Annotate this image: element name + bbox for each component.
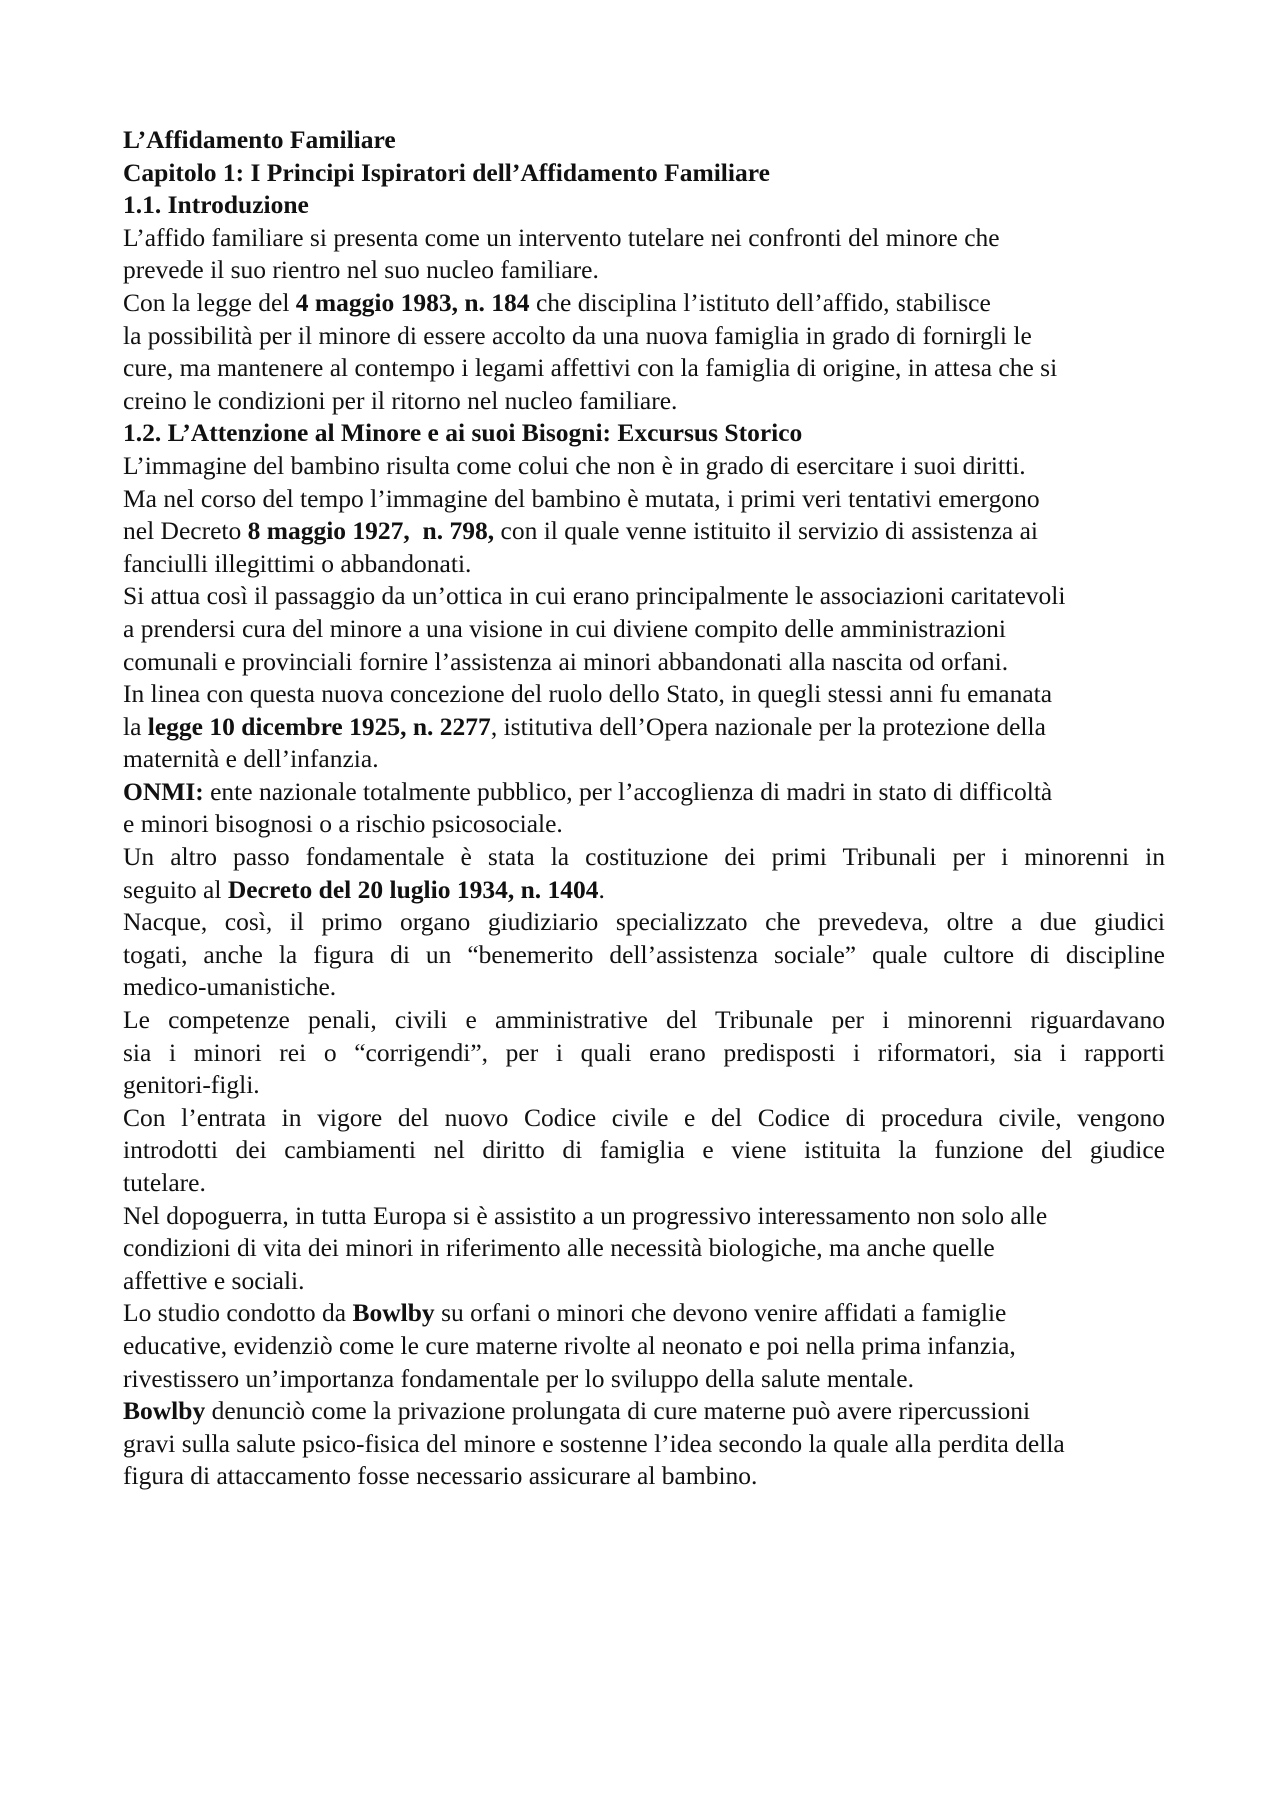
text-line	[123, 711, 1165, 744]
text-line: gravi sulla salute psico-fisica del minore e sostenne l’idea secondo la quale alla perdita della	[123, 1428, 1065, 1458]
text-line: creino le condizioni per il ritorno nel nucleo familiare.	[123, 385, 678, 415]
text-line: L’affido familiare si presenta come un intervento tutelare nei confronti del minore che	[123, 222, 1000, 252]
text-run: ente nazionale totalmente pubblico, per l’accoglienza di madri in stato di difficoltà	[203, 776, 1053, 806]
text-line: maternità e dell’infanzia.	[123, 744, 379, 774]
text-run: Lo studio condotto da	[123, 1298, 353, 1328]
document-title: L’Affidamento Familiare	[123, 125, 396, 154]
text-run: denunciò come la privazione prolungata di cure materne può avere ripercussioni	[205, 1396, 1031, 1426]
paragraph	[123, 580, 1165, 678]
text-line	[123, 874, 1165, 907]
text-line: condizioni di vita dei minori in riferimento alle necessità biologiche, ma anche quelle	[123, 1233, 995, 1263]
paragraph	[123, 906, 1165, 1004]
text-line: Nacque, così, il primo organo giudiziario specializzato che prevedeva, oltre a due giudici	[123, 907, 1165, 937]
law-reference: 4 maggio 1983, n. 184	[295, 287, 530, 317]
text-run: la	[123, 711, 148, 741]
text-line: Con l’entrata in vigore del nuovo Codice civile e del Codice di procedura civile, vengono	[123, 1102, 1165, 1132]
text-line: fanciulli illegittimi o abbandonati.	[123, 548, 472, 578]
text-run: con il quale venne istituito il servizio di assistenza ai	[494, 516, 1038, 546]
text-line: In linea con questa nuova concezione del ruolo dello Stato, in quegli stessi anni fu emanata	[123, 679, 1053, 709]
text-line	[123, 1297, 1165, 1330]
text-line	[123, 776, 1165, 809]
paragraph	[123, 776, 1165, 841]
text-line: comunali e provinciali fornire l’assistenza ai minori abbandonati alla nascita od orfani.	[123, 646, 1009, 676]
paragraph	[123, 1200, 1165, 1298]
paragraph	[123, 450, 1165, 580]
paragraph	[123, 1297, 1165, 1395]
acronym-term: ONMI:	[123, 776, 204, 806]
text-line	[123, 287, 1165, 320]
text-line: togati, anche la figura di un “benemerito dell’assistenza sociale” quale cultore di discipline	[123, 939, 1165, 969]
text-run: su orfani o minori che devono venire affidati a famiglie	[434, 1298, 1007, 1328]
text-line: cure, ma mantenere al contempo i legami affettivi con la famiglia di origine, in attesa che si	[123, 353, 1058, 383]
text-line: Un altro passo fondamentale è stata la costituzione dei primi Tribunali per i minorenni in	[123, 842, 1165, 872]
text-line: Si attua così il passaggio da un’ottica in cui erano principalmente le associazioni caritatevoli	[123, 581, 1066, 611]
document-page	[123, 124, 1165, 1493]
text-line: medico-umanistiche.	[123, 972, 337, 1002]
text-line: educative, evidenziò come le cure materne rivolte al neonato e poi nella prima infanzia,	[123, 1330, 1016, 1360]
text-line: L’immagine del bambino risulta come colui che non è in grado di esercitare i suoi diritti.	[123, 450, 1026, 480]
paragraph	[123, 1395, 1165, 1493]
text-run: , istitutiva dell’Opera nazionale per la protezione della	[490, 711, 1046, 741]
text-line: rivestissero un’importanza fondamentale per lo sviluppo della salute mentale.	[123, 1363, 914, 1393]
text-line: introdotti dei cambiamenti nel diritto di famiglia e viene istituita la funzione del giudice	[123, 1135, 1165, 1165]
text-line: tutelare.	[123, 1168, 206, 1197]
paragraph	[123, 222, 1165, 287]
text-run: Con la legge del	[123, 287, 296, 317]
text-line: sia i minori rei o “corrigendi”, per i quali erano predisposti i riformatori, sia i rapporti	[123, 1037, 1165, 1067]
section-heading: 1.1. Introduzione	[123, 190, 309, 220]
law-reference: legge 10 dicembre 1925, n. 2277	[147, 711, 491, 741]
text-line: Ma nel corso del tempo l’immagine del bambino è mutata, i primi veri tentativi emergono	[123, 483, 1040, 513]
text-run: seguito al	[123, 874, 228, 904]
author-name: Bowlby	[123, 1396, 206, 1426]
paragraph	[123, 678, 1165, 776]
text-line: figura di attaccamento fosse necessario assicurare al bambino.	[123, 1461, 758, 1491]
author-name: Bowlby	[352, 1298, 435, 1328]
text-line	[123, 1395, 1165, 1428]
law-reference: Decreto del 20 luglio 1934, n. 1404	[227, 874, 599, 904]
text-line: prevede il suo rientro nel suo nucleo familiare.	[123, 255, 599, 285]
text-line: affettive e sociali.	[123, 1265, 305, 1295]
text-line: e minori bisognosi o a rischio psicosociale.	[123, 809, 563, 839]
paragraph	[123, 841, 1165, 906]
text-line: la possibilità per il minore di essere accolto da una nuova famiglia in grado di fornirgli le	[123, 320, 1032, 350]
text-line: a prendersi cura del minore a una visione in cui diviene compito delle amministrazioni	[123, 613, 1007, 643]
text-line: Nel dopoguerra, in tutta Europa si è assistito a un progressivo interessamento non solo alle	[123, 1200, 1048, 1230]
chapter-title: Capitolo 1: I Principi Ispiratori dell’Affidamento Familiare	[123, 157, 770, 187]
paragraph	[123, 287, 1165, 417]
text-line	[123, 515, 1165, 548]
text-run: .	[598, 874, 605, 904]
text-line: genitori-figli.	[123, 1070, 260, 1100]
law-reference: 8 maggio 1927, n. 798,	[247, 516, 495, 546]
text-line: Le competenze penali, civili e amministrative del Tribunale per i minorenni riguardavano	[123, 1005, 1165, 1035]
paragraph	[123, 1004, 1165, 1102]
text-run: che disciplina l’istituto dell’affido, stabilisce	[529, 287, 991, 317]
text-run: nel Decreto	[123, 516, 248, 546]
paragraph	[123, 1102, 1165, 1200]
section-heading: 1.2. L’Attenzione al Minore e ai suoi Bisogni: Excursus Storico	[123, 418, 803, 448]
